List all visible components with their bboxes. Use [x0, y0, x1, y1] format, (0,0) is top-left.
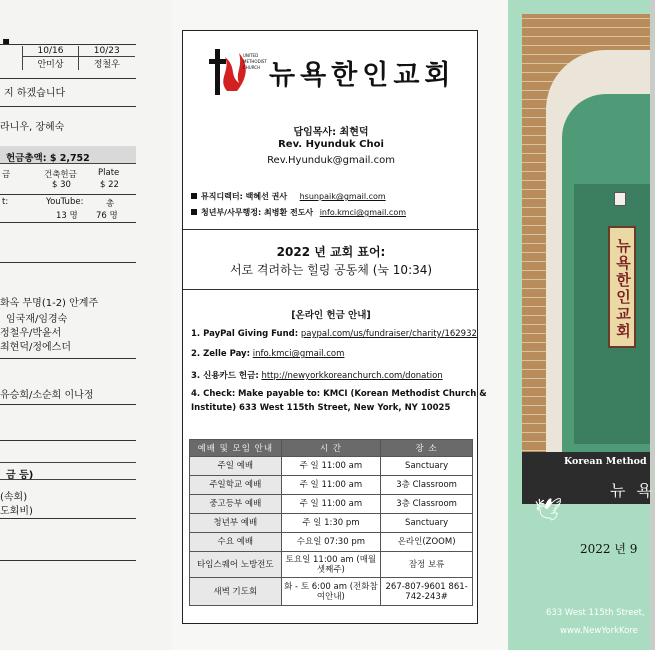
divider — [0, 222, 136, 223]
attend-col: 총 — [106, 199, 115, 209]
table-header-row — [190, 440, 473, 457]
service-time: 주 일 11:00 am — [281, 476, 381, 495]
church-website[interactable]: www.NewYorkKore — [560, 626, 638, 636]
service-place: Sanctuary — [381, 514, 473, 533]
staff-email[interactable]: hsunpaik@gmail.com — [299, 192, 386, 201]
motto-text: 서로 격려하는 힐링 공동체 (눅 10:34) — [229, 263, 433, 277]
table-row — [190, 514, 473, 533]
date-header: 10/23 — [79, 46, 135, 57]
service-name: 청년부 예배 — [190, 514, 282, 533]
staff-label: 청년부/사무행정: 최병환 전도사 — [201, 208, 314, 217]
divider — [183, 289, 479, 290]
divider — [0, 78, 136, 79]
cover-panel — [508, 0, 655, 650]
left-panel — [0, 0, 172, 650]
table-row — [190, 552, 473, 578]
service-name: 주일학교 예배 — [190, 476, 282, 495]
attend-val: 76 명 — [96, 211, 118, 221]
service-time: 주 일 11:00 am — [281, 495, 381, 514]
table-row — [190, 457, 473, 476]
section-item: 도회비) — [0, 506, 33, 517]
table-header: 장 소 — [381, 440, 473, 457]
section-title: 금 등) — [6, 470, 34, 481]
church-name: 뉴욕한인교회 — [269, 60, 456, 91]
church-door-photo — [522, 14, 650, 504]
online-offering-title: [온라인 헌금 안내] — [291, 310, 371, 321]
logo-text: METHODIST — [243, 59, 267, 64]
offering-total: 헌금총액: $ 2,752 — [6, 153, 90, 164]
pastor-kr: 담임목사: 최현덕 — [293, 127, 369, 138]
service-name: 타임스퀘어 노방전도 — [190, 552, 282, 578]
lamp-icon — [614, 192, 626, 206]
service-name: 중고등부 예배 — [190, 495, 282, 514]
online-label: 3. 신용카드 헌금: — [191, 371, 259, 381]
divider — [0, 358, 136, 359]
logo-text: CHURCH — [243, 65, 261, 70]
online-item — [191, 329, 477, 339]
divider — [183, 229, 479, 230]
online-item — [191, 403, 450, 413]
names-line: 유승희/소순희 이나정 — [0, 390, 94, 401]
service-place: 267-807-9601 861-742-243# — [381, 578, 473, 606]
notice-names: 라니우, 장혜숙 — [0, 122, 65, 133]
church-address: 633 West 115th Street, — [546, 608, 645, 618]
offering-col: 건축헌금 — [44, 170, 77, 180]
table-row — [190, 578, 473, 606]
online-label: 2. Zelle Pay: — [191, 349, 250, 359]
bullet-square-icon — [191, 193, 197, 199]
schedule-table — [22, 46, 135, 70]
online-label: 4. Check: — [191, 389, 236, 399]
bulletin-date: 2022 년 9 — [580, 542, 638, 556]
attend-col: t: — [2, 197, 9, 207]
attend-val: 13 명 — [56, 211, 78, 221]
role-line: 최현덕/정에스더 — [0, 342, 71, 353]
online-link[interactable]: paypal.com/us/fundraiser/charity/162932 — [300, 329, 477, 339]
service-time: 토요일 11:00 am (매월 셋째주) — [281, 552, 381, 578]
banner-korean: 뉴 욕 — [610, 481, 655, 500]
offering-col: Plate — [98, 168, 120, 178]
table-row — [190, 495, 473, 514]
role-line: 임국재/임경숙 — [6, 314, 68, 325]
motto-title: 2022 년 교회 표어: — [276, 245, 386, 259]
service-place: Sanctuary — [381, 457, 473, 476]
pastor-email[interactable]: Rev.Hyunduk@gmail.com — [267, 155, 395, 166]
divider — [0, 518, 136, 519]
divider — [0, 440, 136, 441]
table-row — [190, 533, 473, 552]
online-link[interactable]: http://newyorkkoreanchurch.com/donation — [261, 371, 443, 381]
staff-label: 뮤직디렉터: 백혜선 권사 — [201, 192, 288, 201]
service-time: 수요일 07:30 pm — [281, 533, 381, 552]
service-place: 3층 Classroom — [381, 495, 473, 514]
divider — [0, 106, 136, 107]
service-time: 주 일 11:00 am — [281, 457, 381, 476]
notice-text: 지 하겠습니다 — [4, 88, 66, 99]
divider — [0, 194, 136, 195]
service-name: 새벽 기도회 — [190, 578, 282, 606]
section-item: (속회) — [0, 492, 28, 503]
service-schedule-table — [189, 439, 473, 606]
divider — [0, 560, 136, 561]
online-value: Institute) 633 West 115th Street, New York, NY 10025 — [191, 403, 451, 413]
online-item — [191, 389, 487, 399]
role-line: 정철우/박윤서 — [0, 328, 62, 339]
left-bullet: ▪ — [2, 34, 11, 48]
online-value: Make payable to: KMCI (Korean Methodist Church & — [237, 389, 487, 399]
umc-cross-flame-logo-icon — [209, 45, 265, 103]
middle-panel — [172, 0, 508, 650]
service-name: 수요 예배 — [190, 533, 282, 552]
staff-youth — [191, 207, 406, 218]
service-time: 주 일 1:30 pm — [281, 514, 381, 533]
date-header: 10/16 — [23, 46, 79, 57]
offering-val: $ 30 — [52, 180, 71, 190]
service-place: 온라인(ZOOM) — [381, 533, 473, 552]
staff-email[interactable]: info.kmci@gmail.com — [319, 208, 407, 217]
service-time: 화 - 토 6:00 am (전화참여안내) — [281, 578, 381, 606]
service-name: 주일 예배 — [190, 457, 282, 476]
online-item — [191, 349, 344, 359]
table-header: 시 간 — [281, 440, 381, 457]
bulletin-card — [182, 30, 487, 624]
attend-col: YouTube: — [46, 197, 84, 207]
table-header: 예배 및 모임 안내 — [190, 440, 282, 457]
schedule-name: 정철우 — [79, 57, 135, 71]
staff-music — [191, 191, 386, 202]
divider — [0, 404, 136, 405]
divider — [0, 44, 136, 45]
service-place: 잠정 보류 — [381, 552, 473, 578]
schedule-name: 안미상 — [23, 57, 79, 71]
cover-banner — [522, 452, 655, 504]
role-line: 화옥 무명(1-2) 안계주 — [0, 298, 99, 309]
service-place: 3층 Classroom — [381, 476, 473, 495]
logo-text: UNITED — [243, 53, 259, 58]
online-item — [191, 369, 443, 381]
offering-col: 금 — [2, 170, 11, 180]
dove-icon: 🕊 — [534, 498, 562, 523]
divider — [0, 262, 136, 263]
bullet-square-icon — [191, 209, 197, 215]
church-sign: 뉴욕한인교회 — [608, 226, 636, 348]
online-label: 1. PayPal Giving Fund: — [191, 329, 299, 339]
offering-val: $ 22 — [100, 180, 119, 190]
pastor-en: Rev. Hyunduk Choi — [278, 139, 384, 150]
banner-english: Korean Method — [564, 456, 647, 467]
online-link[interactable]: info.kmci@gmail.com — [252, 349, 345, 359]
table-row — [190, 476, 473, 495]
